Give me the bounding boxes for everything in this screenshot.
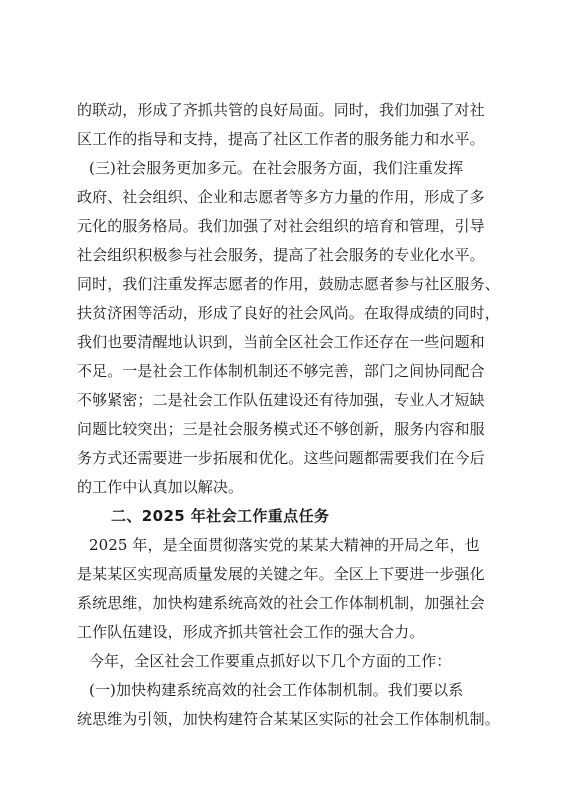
- paragraph-line: 的工作中认真加以解决。: [77, 478, 244, 496]
- paragraph-line: (三)社会服务更加多元。在社会服务方面，我们注重发挥: [89, 159, 464, 177]
- section-heading: 二、2025 年社会工作重点任务: [111, 507, 330, 525]
- paragraph-line: 务方式还需要进一步拓展和优化。这些问题都需要我们在今后: [77, 449, 485, 467]
- paragraph-line: 2025 年，是全面贯彻落实党的某某大精神的开局之年，也: [89, 536, 480, 554]
- paragraph-line: 系统思维，加快构建系统高效的社会工作体制机制，加强社会: [77, 594, 485, 612]
- paragraph-line: 元化的服务格局。我们加强了对社会组织的培育和管理，引导: [77, 217, 485, 235]
- paragraph-line: (一)加快构建系统高效的社会工作体制机制。我们要以系: [89, 681, 464, 699]
- document-body: [77, 96, 500, 734]
- paragraph-line: 区工作的指导和支持，提高了社区工作者的服务能力和水平。: [77, 130, 485, 148]
- paragraph-line: 工作队伍建设，形成齐抓共管社会工作的强大合力。: [77, 623, 425, 641]
- paragraph-line: 的联动，形成了齐抓共管的良好局面。同时，我们加强了对社: [77, 101, 485, 119]
- paragraph-line: 问题比较突出；三是社会服务模式还不够创新，服务内容和服: [77, 420, 485, 438]
- paragraph-line: 我们也要清醒地认识到，当前全区社会工作还存在一些问题和: [77, 333, 485, 351]
- paragraph-line: 同时，我们注重发挥志愿者的作用，鼓励志愿者参与社区服务、: [77, 275, 500, 293]
- paragraph-line: 不足。一是社会工作体制机制还不够完善，部门之间协同配合: [77, 362, 485, 380]
- paragraph-line: 政府、社会组织、企业和志愿者等多方力量的作用，形成了多: [77, 188, 485, 206]
- paragraph-line: 不够紧密；二是社会工作队伍建设还有待加强，专业人才短缺: [77, 391, 485, 409]
- paragraph-line: 今年，全区社会工作要重点抓好以下几个方面的工作：: [89, 652, 452, 670]
- paragraph-line: 是某某区实现高质量发展的关键之年。全区上下要进一步强化: [77, 565, 485, 583]
- paragraph-line: 社会组织积极参与社会服务，提高了社会服务的专业化水平。: [77, 246, 485, 264]
- paragraph-line: 扶贫济困等活动，形成了良好的社会风尚。在取得成绩的同时，: [77, 304, 500, 322]
- paragraph-line: 统思维为引领，加快构建符合某某区实际的社会工作体制机制。: [77, 710, 500, 728]
